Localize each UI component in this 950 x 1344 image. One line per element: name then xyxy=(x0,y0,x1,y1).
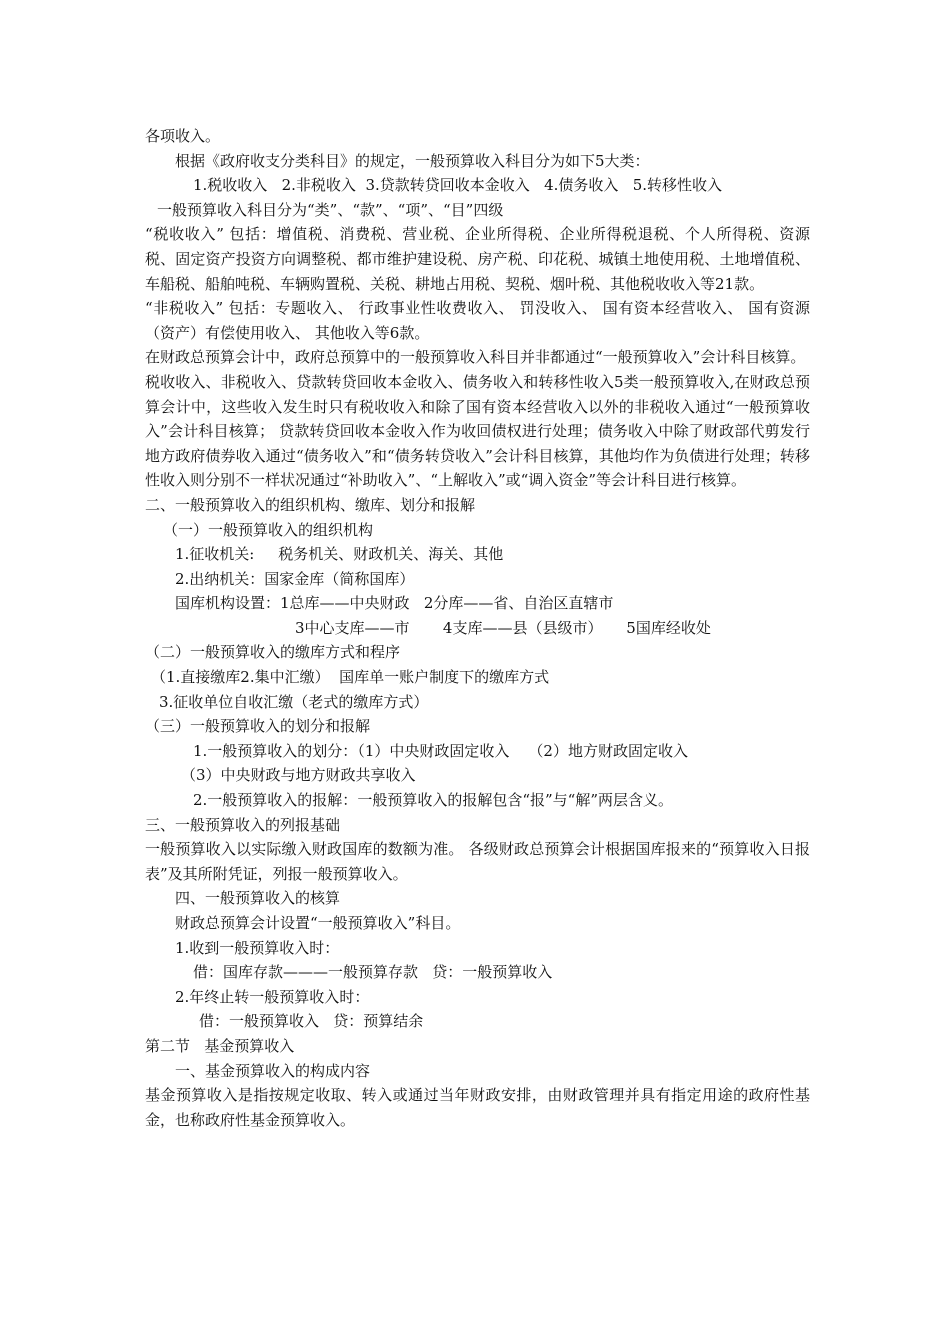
text-line: 1.征收机关: 税务机关、财政机关、海关、其他 xyxy=(175,545,504,564)
text-paragraph: 在财政总预算会计中，政府总预算中的一般预算收入科目并非都通过“一般预算收入”会计科目核算。 xyxy=(145,348,806,367)
text-line: 第二节 基金预算收入 xyxy=(145,1036,295,1055)
text-line: 借：国库存款———一般预算存款 贷：一般预算收入 xyxy=(193,963,553,982)
document-body xyxy=(145,124,810,1132)
text-line: （1.直接缴库2.集中汇缴） 国库单一账户制度下的缴库方式 xyxy=(151,668,550,687)
text-line: 3.征收单位自收汇缴（老式的缴库方式） xyxy=(159,692,429,711)
text-line: 2.出纳机关：国家金库（简称国库） xyxy=(175,569,415,588)
text-paragraph: “非税收入” 包括：专题收入、 行政事业性收费收入、 罚没收入、 国有资本经营收入、 国有资源（资产）有偿使用收入、 其他收入等6款。 xyxy=(145,299,810,342)
text-paragraph: “税收收入” 包括：增值税、消费税、营业税、企业所得税、企业所得税退税、个人所得税、资源税、固定资产投资方向调整税、都市维护建设税、房产税、印花税、城镇土地使用税、土地增值税、车船税、船舶吨税、车辆购置税、关税、耕地占用税、契税、烟叶税、其他税收收入等21款。 xyxy=(145,225,810,293)
text-line: 1.税收收入 2.非税收入 3.贷款转贷回收本金收入 4.债务收入 5.转移性收入 xyxy=(193,176,723,195)
text-line: （三）一般预算收入的划分和报解 xyxy=(145,717,371,736)
text-line: 财政总预算会计设置“一般预算收入”科目。 xyxy=(175,914,461,932)
text-line: 3中心支库——市 4支库——县（县级市） 5国库经收处 xyxy=(295,618,711,637)
text-line: 国库机构设置：1总库——中央财政 2分库——省、自治区直辖市 xyxy=(175,594,614,613)
text-line: 三、一般预算收入的列报基础 xyxy=(145,815,341,834)
text-paragraph: 税收收入、非税收入、贷款转贷回收本金收入、债务收入和转移性收入5类一般预算收入,在财政总预算会计中，这些收入发生时只有税收收入和除了国有资本经营收入以外的非税收入通过“一般预算收入”会计科目核算； 贷款转贷回收本金收入作为收回债权进行处理；债务收入中除了财政部代剪发行地方政府债券收入通过“债务收入”和“债务转贷收入”会计科目核算，其他均作为负债进行处理；转移性收入则分别不一样状况通过“补助收入”、“上解收入”或“调入资金”等会计科目进行核算。 xyxy=(145,372,810,490)
text-line: 根据《政府收支分类科目》的规定，一般预算收入科目分为如下5大类： xyxy=(175,151,650,170)
text-line: 借：一般预算收入 贷：预算结余 xyxy=(199,1012,424,1031)
text-line: 一般预算收入科目分为“类”、“款”、“项”、“目”四级 xyxy=(157,200,504,219)
text-line: （3）中央财政与地方财政共享收入 xyxy=(181,766,416,785)
text-line: 各项收入。 xyxy=(145,127,221,145)
text-line: 四、一般预算收入的核算 xyxy=(175,889,341,908)
text-line: 一、基金预算收入的构成内容 xyxy=(175,1061,371,1080)
text-line: 二、一般预算收入的组织机构、缴库、划分和报解 xyxy=(145,495,476,514)
text-line: 1.收到一般预算收入时： xyxy=(175,938,340,957)
text-line: 1.一般预算收入的划分：（1）中央财政固定收入 （2）地方财政固定收入 xyxy=(193,741,688,760)
text-line: 2.一般预算收入的报解：一般预算收入的报解包含“报”与“解”两层含义。 xyxy=(193,791,673,810)
text-paragraph: 一般预算收入以实际缴入财政国库的数额为准。 各级财政总预算会计根据国库报来的“预算收入日报表”及其所附凭证，列报一般预算收入。 xyxy=(145,840,810,883)
text-line: （二）一般预算收入的缴库方式和程序 xyxy=(145,643,401,662)
text-line: （一）一般预算收入的组织机构 xyxy=(163,520,374,539)
text-line: 2.年终止转一般预算收入时： xyxy=(175,987,370,1006)
text-paragraph: 基金预算收入是指按规定收取、转入或通过当年财政安排，由财政管理并具有指定用途的政府性基金，也称政府性基金预算收入。 xyxy=(145,1086,810,1129)
